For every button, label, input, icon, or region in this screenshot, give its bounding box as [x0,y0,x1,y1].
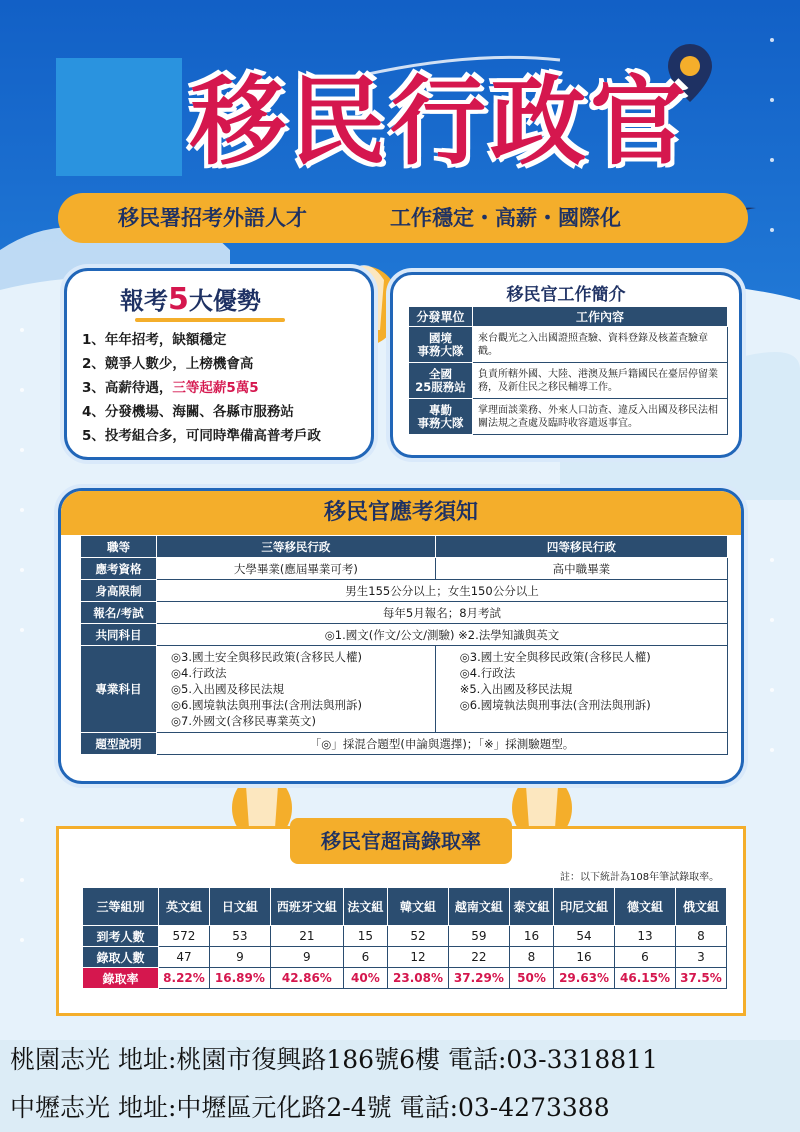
unit-cell: 專勤 事務大隊 [409,399,473,435]
table-cell: 9 [209,947,270,968]
table-cell: 9 [270,947,343,968]
table-row [81,646,728,733]
row-header: 錄取人數 [83,947,159,968]
row-header: 身高限制 [81,580,157,602]
logo-placeholder [56,58,182,176]
subtitle-right: 工作穩定・高薪・國際化 [390,206,621,230]
rate-cell: 40% [343,968,387,989]
table-cell: 12 [388,947,449,968]
table-header: 三等移民行政 [157,536,436,558]
table-cell: 572 [159,926,210,947]
table-cell: ◎1.國文(作文/公文/測驗) ※2.法學知識與英文 [157,624,728,646]
table-cell: 53 [209,926,270,947]
table-cell [157,646,436,733]
rate-cell: 37.5% [675,968,726,989]
table-header: 職等 [81,536,157,558]
advantages-title: 報考5大優勢 [120,282,261,317]
table-row [83,926,727,947]
rate-cell: 42.86% [270,968,343,989]
group-cell: 泰文組 [509,888,553,926]
table-cell [435,646,727,733]
footer-line-zhongli: 中壢志光 地址:中壢區元化路2-4號 電話:03-4273388 [10,1093,610,1122]
content-cell: 負責所轄外國、大陸、港澳及無戶籍國民在臺居停留業務，及新住民之移民輔導工作。 [473,363,728,399]
table-header: 工作內容 [473,307,728,327]
group-cell: 韓文組 [388,888,449,926]
table-cell: 「◎」採混合題型(申論與選擇)；「※」採測驗題型。 [157,733,728,755]
rate-cell: 23.08% [388,968,449,989]
group-cell: 西班牙文組 [270,888,343,926]
admission-title: 移民官超高錄取率 [321,829,481,853]
subject-item: ◎6.國境執法與刑事法(含刑法與刑訴) [459,698,651,712]
table-row [81,580,728,602]
content-cell: 掌理面談業務、外來人口訪查、違反入出國及移民法相關法規之查處及臨時收容遣返事宜。 [473,399,728,435]
exam-title: 移民官應考須知 [323,500,478,525]
table-cell: 22 [448,947,509,968]
job-intro-table [408,306,728,435]
subject-item: ◎7.外國文(含移民專業英文) [171,714,316,728]
table-row [409,363,728,399]
table-cell: 47 [159,947,210,968]
table-cell: 高中職畢業 [435,558,727,580]
page-title: 移民行政官 [190,66,690,178]
rate-cell: 50% [509,968,553,989]
group-cell: 法文組 [343,888,387,926]
subject-item: ◎3.國土安全與移民政策(含移民人權) [459,650,651,664]
table-row [409,399,728,435]
subject-item: ◎5.入出國及移民法規 [171,682,285,696]
row-header: 應考資格 [81,558,157,580]
admission-table [82,887,727,989]
table-cell: 21 [270,926,343,947]
row-header: 題型說明 [81,733,157,755]
table-row [81,733,728,755]
table-cell: 8 [675,926,726,947]
table-cell: 6 [615,947,676,968]
table-cell: 6 [343,947,387,968]
group-cell: 日文組 [209,888,270,926]
table-row [83,947,727,968]
list-item: 5、投考組合多，可同時準備高普考戶政 [82,428,321,444]
table-row [81,624,728,646]
table-cell: 3 [675,947,726,968]
table-row [83,968,727,989]
table-cell: 大學畢業(應屆畢業可考) [157,558,436,580]
table-cell: 8 [509,947,553,968]
subject-item: ◎3.國土安全與移民政策(含移民人權) [171,650,362,664]
group-cell: 英文組 [159,888,210,926]
rate-cell: 37.29% [448,968,509,989]
table-cell: 每年5月報名；8月考試 [157,602,728,624]
rate-cell: 16.89% [209,968,270,989]
group-cell: 德文組 [615,888,676,926]
rate-cell: 29.63% [554,968,615,989]
content-cell: 來台觀光之入出國證照查驗、資料登錄及核蓋查驗章戳。 [473,327,728,363]
advantages-list [82,328,372,448]
subject-item: ◎6.國境執法與刑事法(含刑法與刑訴) [171,698,362,712]
table-header: 分發單位 [409,307,473,327]
table-row [83,888,727,926]
subtitle-left: 移民署招考外語人才 [118,206,307,230]
list-item: 3、高薪待遇，三等起薪5萬5 [82,380,259,396]
table-row [81,602,728,624]
job-intro-title: 移民官工作簡介 [506,285,626,305]
admission-note: 註：以下統計為108年筆試錄取率。 [560,872,720,883]
table-cell: 16 [554,947,615,968]
unit-cell: 全國 25服務站 [409,363,473,399]
exam-table [80,535,728,755]
list-item: 2、競爭人數少，上榜機會高 [82,356,254,372]
table-cell: 16 [509,926,553,947]
row-header: 三等組別 [83,888,159,926]
table-cell: 54 [554,926,615,947]
table-cell: 52 [388,926,449,947]
group-cell: 印尼文組 [554,888,615,926]
group-cell: 越南文組 [448,888,509,926]
group-cell: 俄文組 [675,888,726,926]
subject-item: ◎4.行政法 [459,666,516,680]
advantages-underline [135,318,285,322]
rate-cell: 46.15% [615,968,676,989]
table-cell: 13 [615,926,676,947]
table-row [409,327,728,363]
list-item: 4、分發機場、海關、各縣市服務站 [82,404,294,420]
row-header: 到考人數 [83,926,159,947]
row-header: 錄取率 [83,968,159,989]
row-header: 報名/考試 [81,602,157,624]
subject-item: ※5.入出國及移民法規 [459,682,573,696]
table-header: 四等移民行政 [435,536,727,558]
table-cell: 59 [448,926,509,947]
table-cell: 15 [343,926,387,947]
footer-line-taoyuan: 桃園志光 地址:桃園市復興路186號6樓 電話:03-3318811 [10,1045,658,1074]
table-cell: 男生155公分以上；女生150公分以上 [157,580,728,602]
table-row [81,558,728,580]
row-header: 專業科目 [81,646,157,733]
subject-item: ◎4.行政法 [171,666,227,680]
list-item: 1、年年招考，缺額穩定 [82,332,227,348]
rate-cell: 8.22% [159,968,210,989]
row-header: 共同科目 [81,624,157,646]
unit-cell: 國境 事務大隊 [409,327,473,363]
